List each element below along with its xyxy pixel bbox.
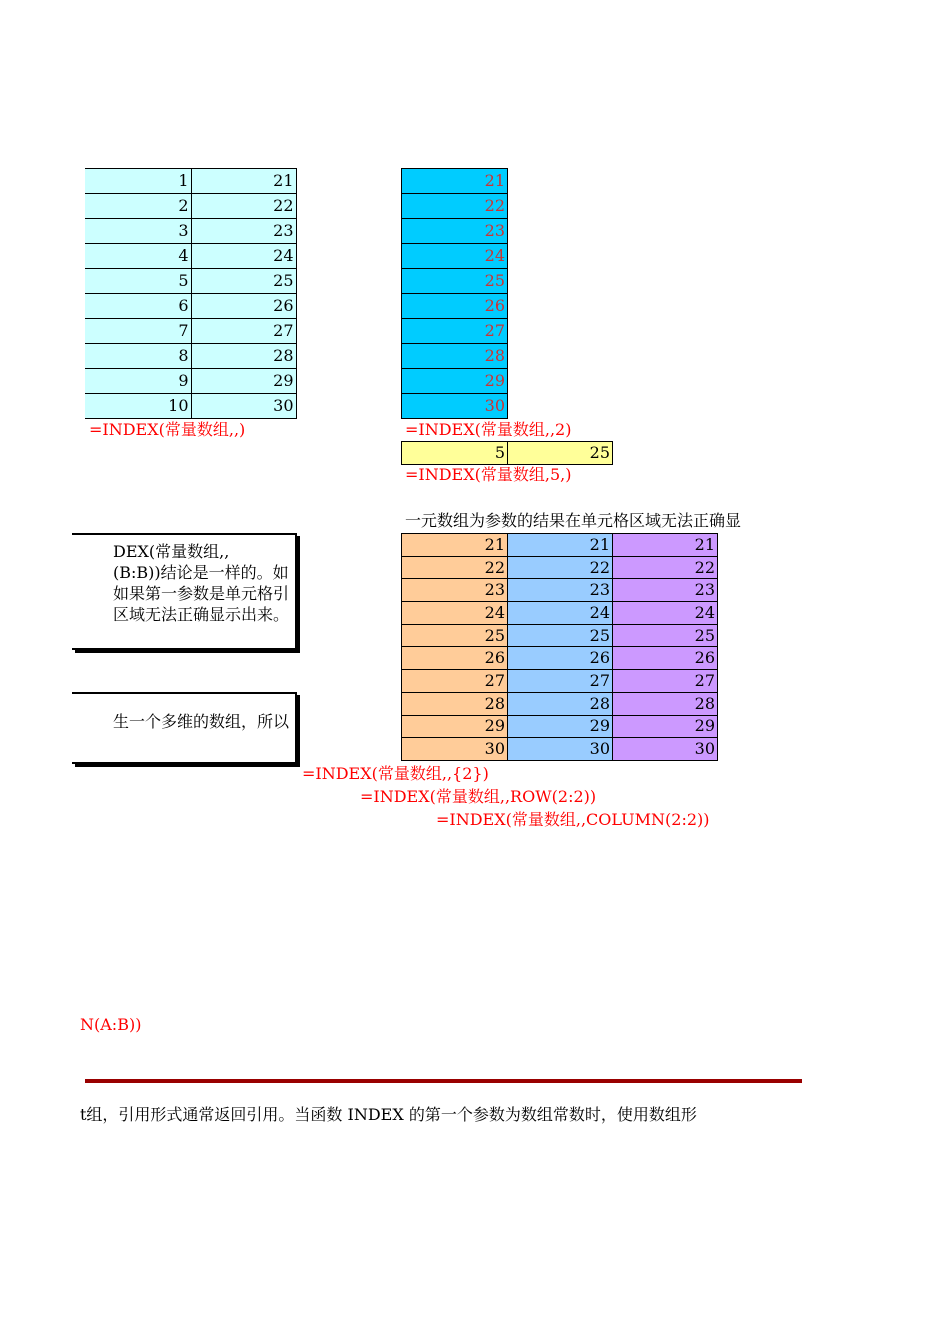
table-cell: 24 xyxy=(402,244,508,269)
formula-a: =INDEX(常量数组,,) xyxy=(89,420,246,439)
table-d xyxy=(401,533,718,761)
formula-d2: =INDEX(常量数组,,ROW(2:2)) xyxy=(360,787,597,806)
table-cell: 30 xyxy=(191,394,296,419)
table-cell: 9 xyxy=(85,369,191,394)
table-row xyxy=(402,269,508,294)
table-cell: 28 xyxy=(613,692,718,715)
table-cell: 23 xyxy=(191,219,296,244)
table-cell: 8 xyxy=(85,344,191,369)
table-cell: 22 xyxy=(508,556,613,579)
table-row xyxy=(402,602,718,625)
table-cell: 2 xyxy=(85,194,191,219)
formula-e: N(A:B)) xyxy=(80,1015,142,1034)
note-box-1 xyxy=(72,533,297,650)
table-cell: 23 xyxy=(613,579,718,602)
table-cell: 26 xyxy=(191,294,296,319)
table-cell: 30 xyxy=(508,738,613,761)
table-row xyxy=(402,670,718,693)
table-cell: 24 xyxy=(508,602,613,625)
table-cell: 27 xyxy=(402,319,508,344)
table-b-body xyxy=(402,169,508,419)
table-row xyxy=(402,369,508,394)
table-row xyxy=(85,394,296,419)
table-cell: 25 xyxy=(613,624,718,647)
table-cell: 27 xyxy=(508,670,613,693)
table-row xyxy=(402,169,508,194)
table-cell: 28 xyxy=(191,344,296,369)
table-cell: 6 xyxy=(85,294,191,319)
table-row xyxy=(402,624,718,647)
table-row xyxy=(402,319,508,344)
table-row xyxy=(402,244,508,269)
table-cell: 23 xyxy=(508,579,613,602)
table-cell: 30 xyxy=(613,738,718,761)
table-cell: 24 xyxy=(613,602,718,625)
heading-d: 一元数组为参数的结果在单元格区域无法正确显 xyxy=(405,511,742,530)
formula-c: =INDEX(常量数组,5,) xyxy=(405,465,572,484)
table-cell: 21 xyxy=(402,169,508,194)
table-c xyxy=(401,441,613,465)
table-row xyxy=(85,369,296,394)
table-row xyxy=(85,244,296,269)
bottom-text: t组，引用形式通常返回引用。当函数 INDEX 的第一个参数为数组常数时，使用数组形 xyxy=(80,1105,697,1124)
table-row xyxy=(402,647,718,670)
formula-b: =INDEX(常量数组,,2) xyxy=(405,420,572,439)
table-cell: 26 xyxy=(508,647,613,670)
table-cell: 5 xyxy=(85,269,191,294)
table-cell: 26 xyxy=(402,294,508,319)
table-cell: 22 xyxy=(402,194,508,219)
table-cell: 25 xyxy=(191,269,296,294)
table-cell: 5 xyxy=(402,442,508,465)
table-cell: 22 xyxy=(613,556,718,579)
table-row xyxy=(85,194,296,219)
divider-line xyxy=(85,1079,802,1083)
table-cell: 22 xyxy=(402,556,508,579)
table-row xyxy=(402,738,718,761)
formula-d3: =INDEX(常量数组,,COLUMN(2:2)) xyxy=(436,810,710,829)
table-row xyxy=(85,294,296,319)
table-cell: 27 xyxy=(613,670,718,693)
table-cell: 26 xyxy=(613,647,718,670)
table-cell: 1 xyxy=(85,169,191,194)
table-cell: 26 xyxy=(402,647,508,670)
table-cell: 27 xyxy=(191,319,296,344)
table-cell: 21 xyxy=(402,534,508,557)
table-row xyxy=(85,269,296,294)
table-cell: 21 xyxy=(613,534,718,557)
table-cell: 28 xyxy=(402,344,508,369)
table-row xyxy=(402,344,508,369)
table-cell: 7 xyxy=(85,319,191,344)
table-cell: 29 xyxy=(402,369,508,394)
table-row xyxy=(402,579,718,602)
table-cell: 24 xyxy=(402,602,508,625)
table-row xyxy=(402,294,508,319)
table-cell: 22 xyxy=(191,194,296,219)
table-cell: 4 xyxy=(85,244,191,269)
table-cell: 30 xyxy=(402,394,508,419)
table-row xyxy=(85,169,296,194)
table-row xyxy=(402,442,613,465)
table-b xyxy=(401,168,508,419)
table-cell: 28 xyxy=(402,692,508,715)
table-cell: 10 xyxy=(85,394,191,419)
table-cell: 29 xyxy=(191,369,296,394)
table-cell: 30 xyxy=(402,738,508,761)
table-row xyxy=(402,219,508,244)
table-a xyxy=(85,168,297,419)
table-cell: 29 xyxy=(613,715,718,738)
table-row xyxy=(85,344,296,369)
table-cell: 3 xyxy=(85,219,191,244)
table-row xyxy=(402,715,718,738)
table-cell: 25 xyxy=(508,624,613,647)
table-d-body xyxy=(402,534,718,761)
note-box-2 xyxy=(72,692,297,764)
table-row xyxy=(85,319,296,344)
table-cell: 21 xyxy=(508,534,613,557)
note-1-text: DEX(常量数组,, (B:B))结论是一样的。如 如果第一参数是单元格引 区域无法正确显示出来。 xyxy=(112,542,289,624)
table-cell: 24 xyxy=(191,244,296,269)
table-cell: 25 xyxy=(402,624,508,647)
table-row xyxy=(85,219,296,244)
table-cell: 25 xyxy=(402,269,508,294)
table-cell: 27 xyxy=(402,670,508,693)
table-cell: 29 xyxy=(508,715,613,738)
table-row xyxy=(402,692,718,715)
table-cell: 29 xyxy=(402,715,508,738)
note-2-text: 生一个多维的数组，所以 xyxy=(112,712,289,731)
table-row xyxy=(402,394,508,419)
table-cell: 21 xyxy=(191,169,296,194)
formula-d1: =INDEX(常量数组,,{2}) xyxy=(302,764,489,783)
table-a-body xyxy=(85,169,296,419)
table-cell: 25 xyxy=(508,442,613,465)
table-cell: 23 xyxy=(402,579,508,602)
table-row xyxy=(402,534,718,557)
table-cell: 23 xyxy=(402,219,508,244)
table-cell: 28 xyxy=(508,692,613,715)
table-row xyxy=(402,556,718,579)
table-row xyxy=(402,194,508,219)
